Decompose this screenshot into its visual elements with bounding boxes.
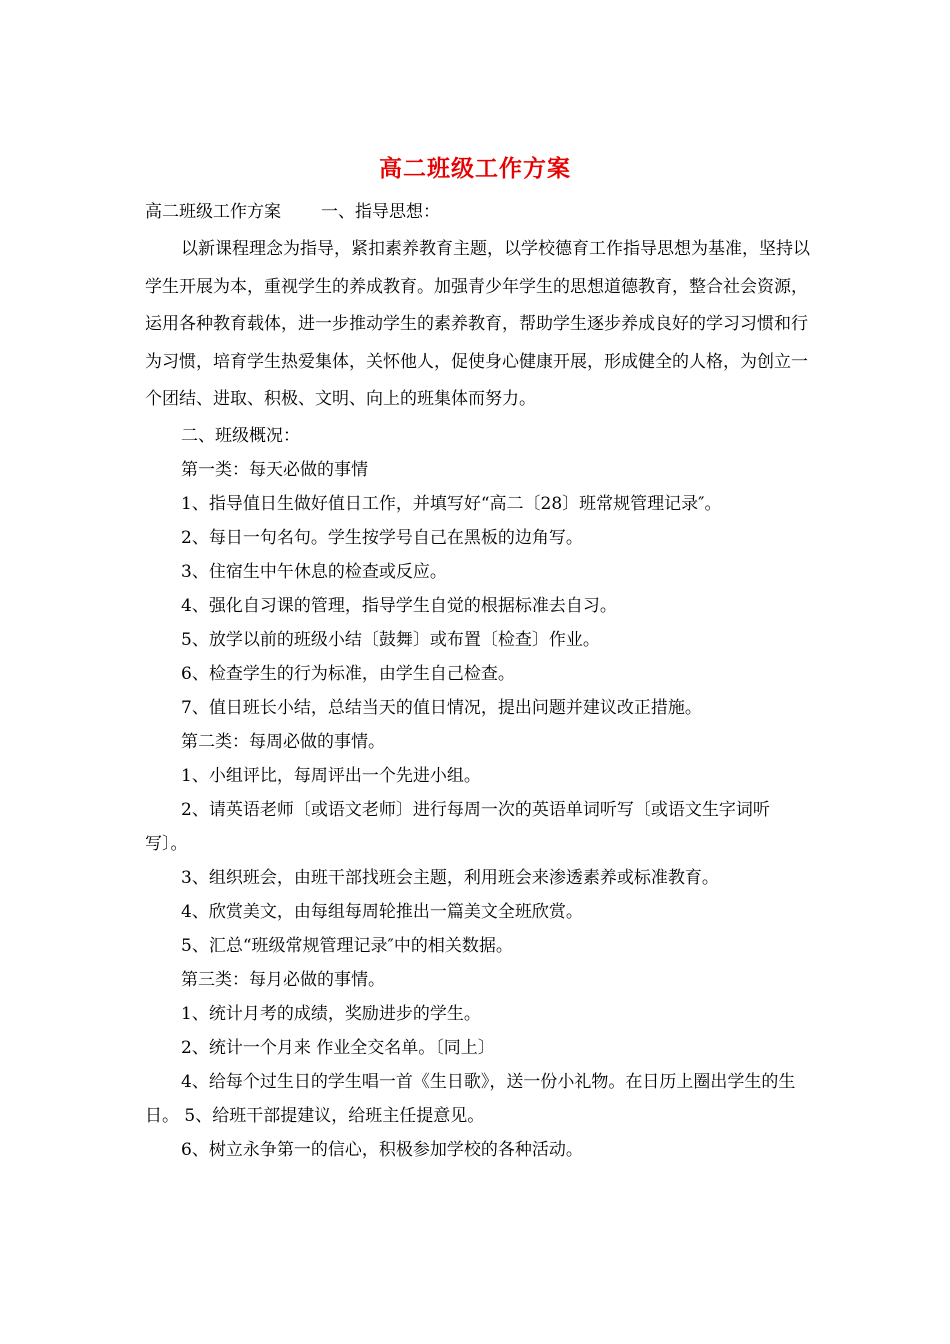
list-item: 3、组织班会，由班干部找班会主题，利用班会来渗透素养或标准教育。 bbox=[181, 867, 719, 888]
list-item: 6、检查学生的行为标准，由学生自己检查。 bbox=[181, 663, 515, 684]
list-item: 4、欣赏美文，由每组每周轮推出一篇美文全班欣赏。 bbox=[181, 901, 583, 922]
paragraph-guiding-thought: 以新课程理念为指导，紧扣素养教育主题，以学校德育工作指导思想为基准，坚持以学生开展为本，重视学生的养成教育。加强青少年学生的思想道德教育，整合社会资源，运用各种教育载体，进一步推动学生的素养教育，帮助学生逐步养成良好的学习习惯和行为习惯，培育学生热爱集体，关怀他人，促使身心健康开展，形成健全的人格，为创立一个团结、进取、积极、文明、向上的班集体而努力。 bbox=[145, 239, 810, 409]
list-item: 4、给每个过生日的学生唱一首《生日歌》，送一份小礼物。在日历上圈出学生的生日。 5、给班干部提建议，给班主任提意见。 bbox=[145, 1071, 796, 1126]
intro-label: 高二班级工作方案 bbox=[145, 202, 281, 222]
section-heading-1: 一、指导思想： bbox=[321, 202, 440, 222]
section-heading-2: 二、班级概况： bbox=[181, 425, 300, 446]
list-item: 4、强化自习课的管理，指导学生自觉的根据标准去自习。 bbox=[181, 595, 617, 616]
list-item: 7、值日班长小结，总结当天的值日情况，提出问题并建议改正措施。 bbox=[181, 697, 702, 718]
list-item: 1、指导值日生做好值日工作，并填写好“高二〔28〕班常规管理记录″。 bbox=[181, 493, 722, 514]
list-item: 3、住宿生中午休息的检查或反应。 bbox=[181, 561, 447, 582]
list-item: 6、树立永争第一的信心，积极参加学校的各种活动。 bbox=[181, 1139, 583, 1160]
list-item: 2、请英语老师〔或语文老师〕进行每周一次的英语单词听写〔或语文生字词听写〕。 bbox=[145, 799, 770, 854]
list-item: 5、汇总“班级常规管理记录″中的相关数据。 bbox=[181, 935, 513, 956]
category-heading-monthly: 第三类：每月必做的事情。 bbox=[181, 969, 385, 990]
category-heading-daily: 第一类：每天必做的事情 bbox=[181, 459, 368, 480]
list-item: 1、小组评比，每周评出一个先进小组。 bbox=[181, 765, 481, 786]
list-item: 5、放学以前的班级小结〔鼓舞〕或布置〔检查〕作业。 bbox=[181, 629, 600, 650]
list-item: 2、统计一个月来 作业全交名单。〔同上〕 bbox=[181, 1037, 495, 1058]
list-item: 1、统计月考的成绩，奖励进步的学生。 bbox=[181, 1003, 481, 1024]
document-title: 高二班级工作方案 bbox=[379, 155, 571, 182]
document-body bbox=[145, 194, 810, 1167]
intro-line bbox=[145, 194, 810, 231]
category-heading-weekly: 第二类：每周必做的事情。 bbox=[181, 731, 385, 752]
list-item: 2、每日一句名句。学生按学号自己在黑板的边角写。 bbox=[181, 527, 583, 548]
